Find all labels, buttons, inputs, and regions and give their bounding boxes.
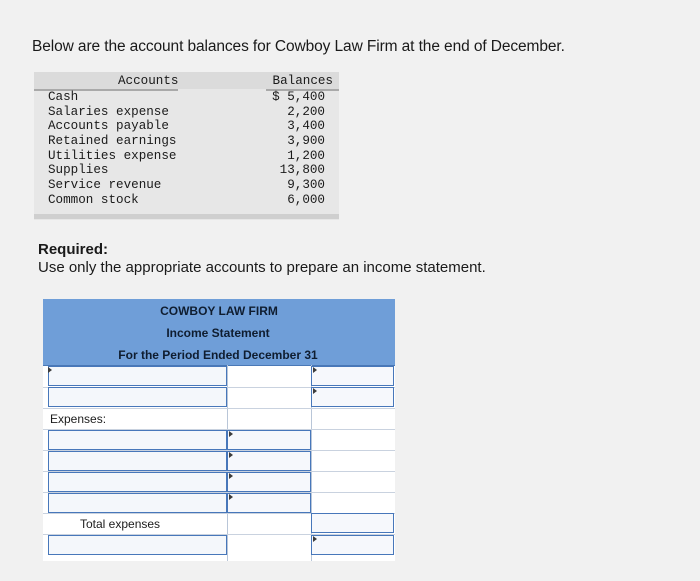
- expense-account-input[interactable]: [48, 451, 227, 471]
- dropdown-marker-icon: [48, 367, 52, 373]
- revenue-account-input[interactable]: [48, 366, 227, 386]
- account-name: Accounts payable: [48, 119, 169, 134]
- expense-amount-input[interactable]: [227, 430, 311, 450]
- dropdown-marker-icon: [229, 431, 233, 437]
- dropdown-marker-icon: [313, 536, 317, 542]
- account-balances-table: [34, 72, 339, 220]
- account-name: Retained earnings: [48, 134, 177, 149]
- total-expenses-label: Total expenses: [80, 517, 161, 531]
- dropdown-marker-icon: [313, 388, 317, 394]
- balances-column-header: Balances: [272, 74, 333, 88]
- amount-input[interactable]: [311, 387, 394, 407]
- balance-value: 3,400: [287, 119, 325, 134]
- net-income-label-input[interactable]: [48, 535, 227, 555]
- revenue-amount-input[interactable]: [311, 366, 394, 386]
- balance-value: 6,000: [287, 192, 325, 207]
- expense-account-input[interactable]: [48, 472, 227, 492]
- total-expenses-input[interactable]: [311, 513, 394, 533]
- dropdown-marker-icon: [229, 494, 233, 500]
- account-input[interactable]: [48, 387, 227, 407]
- balance-value: $ 5,400: [272, 90, 325, 104]
- statement-header: [43, 299, 395, 366]
- expenses-label: Expenses:: [50, 412, 107, 426]
- intro-text: Below are the account balances for Cowboy Law Firm at the end of December.: [32, 38, 565, 55]
- expense-amount-input[interactable]: [227, 493, 311, 513]
- statement-period: For the Period Ended December 31: [118, 348, 318, 362]
- balances-column: [272, 90, 325, 208]
- account-name: Utilities expense: [48, 148, 177, 163]
- expense-account-input[interactable]: [48, 493, 227, 513]
- account-name: Service revenue: [48, 178, 162, 193]
- company-name: COWBOY LAW FIRM: [160, 304, 278, 318]
- account-name: Common stock: [48, 192, 139, 207]
- statement-title: Income Statement: [166, 326, 270, 340]
- table-footer-bar: [34, 214, 339, 219]
- expense-amount-input[interactable]: [227, 472, 311, 492]
- dropdown-marker-icon: [229, 473, 233, 479]
- required-heading: Required:: [38, 241, 109, 258]
- balance-value: 9,300: [287, 178, 325, 193]
- account-name: Cash: [48, 90, 79, 104]
- expense-account-input[interactable]: [48, 430, 227, 450]
- balance-value: 1,200: [287, 148, 325, 163]
- required-instruction: Use only the appropriate accounts to prepare an income statement.: [38, 259, 486, 276]
- expense-amount-input[interactable]: [227, 451, 311, 471]
- balance-value: 3,900: [287, 134, 325, 149]
- account-name: Salaries expense: [48, 104, 169, 119]
- dropdown-marker-icon: [229, 452, 233, 458]
- balance-value: 13,800: [279, 163, 325, 178]
- account-names-column: [48, 90, 176, 208]
- net-income-amount-input[interactable]: [311, 535, 394, 555]
- account-name: Supplies: [48, 163, 109, 178]
- accounts-column-header: Accounts: [118, 74, 179, 88]
- dropdown-marker-icon: [313, 367, 317, 373]
- row-divider: [43, 408, 395, 409]
- income-statement-worksheet: [43, 299, 395, 561]
- balance-value: 2,200: [287, 104, 325, 119]
